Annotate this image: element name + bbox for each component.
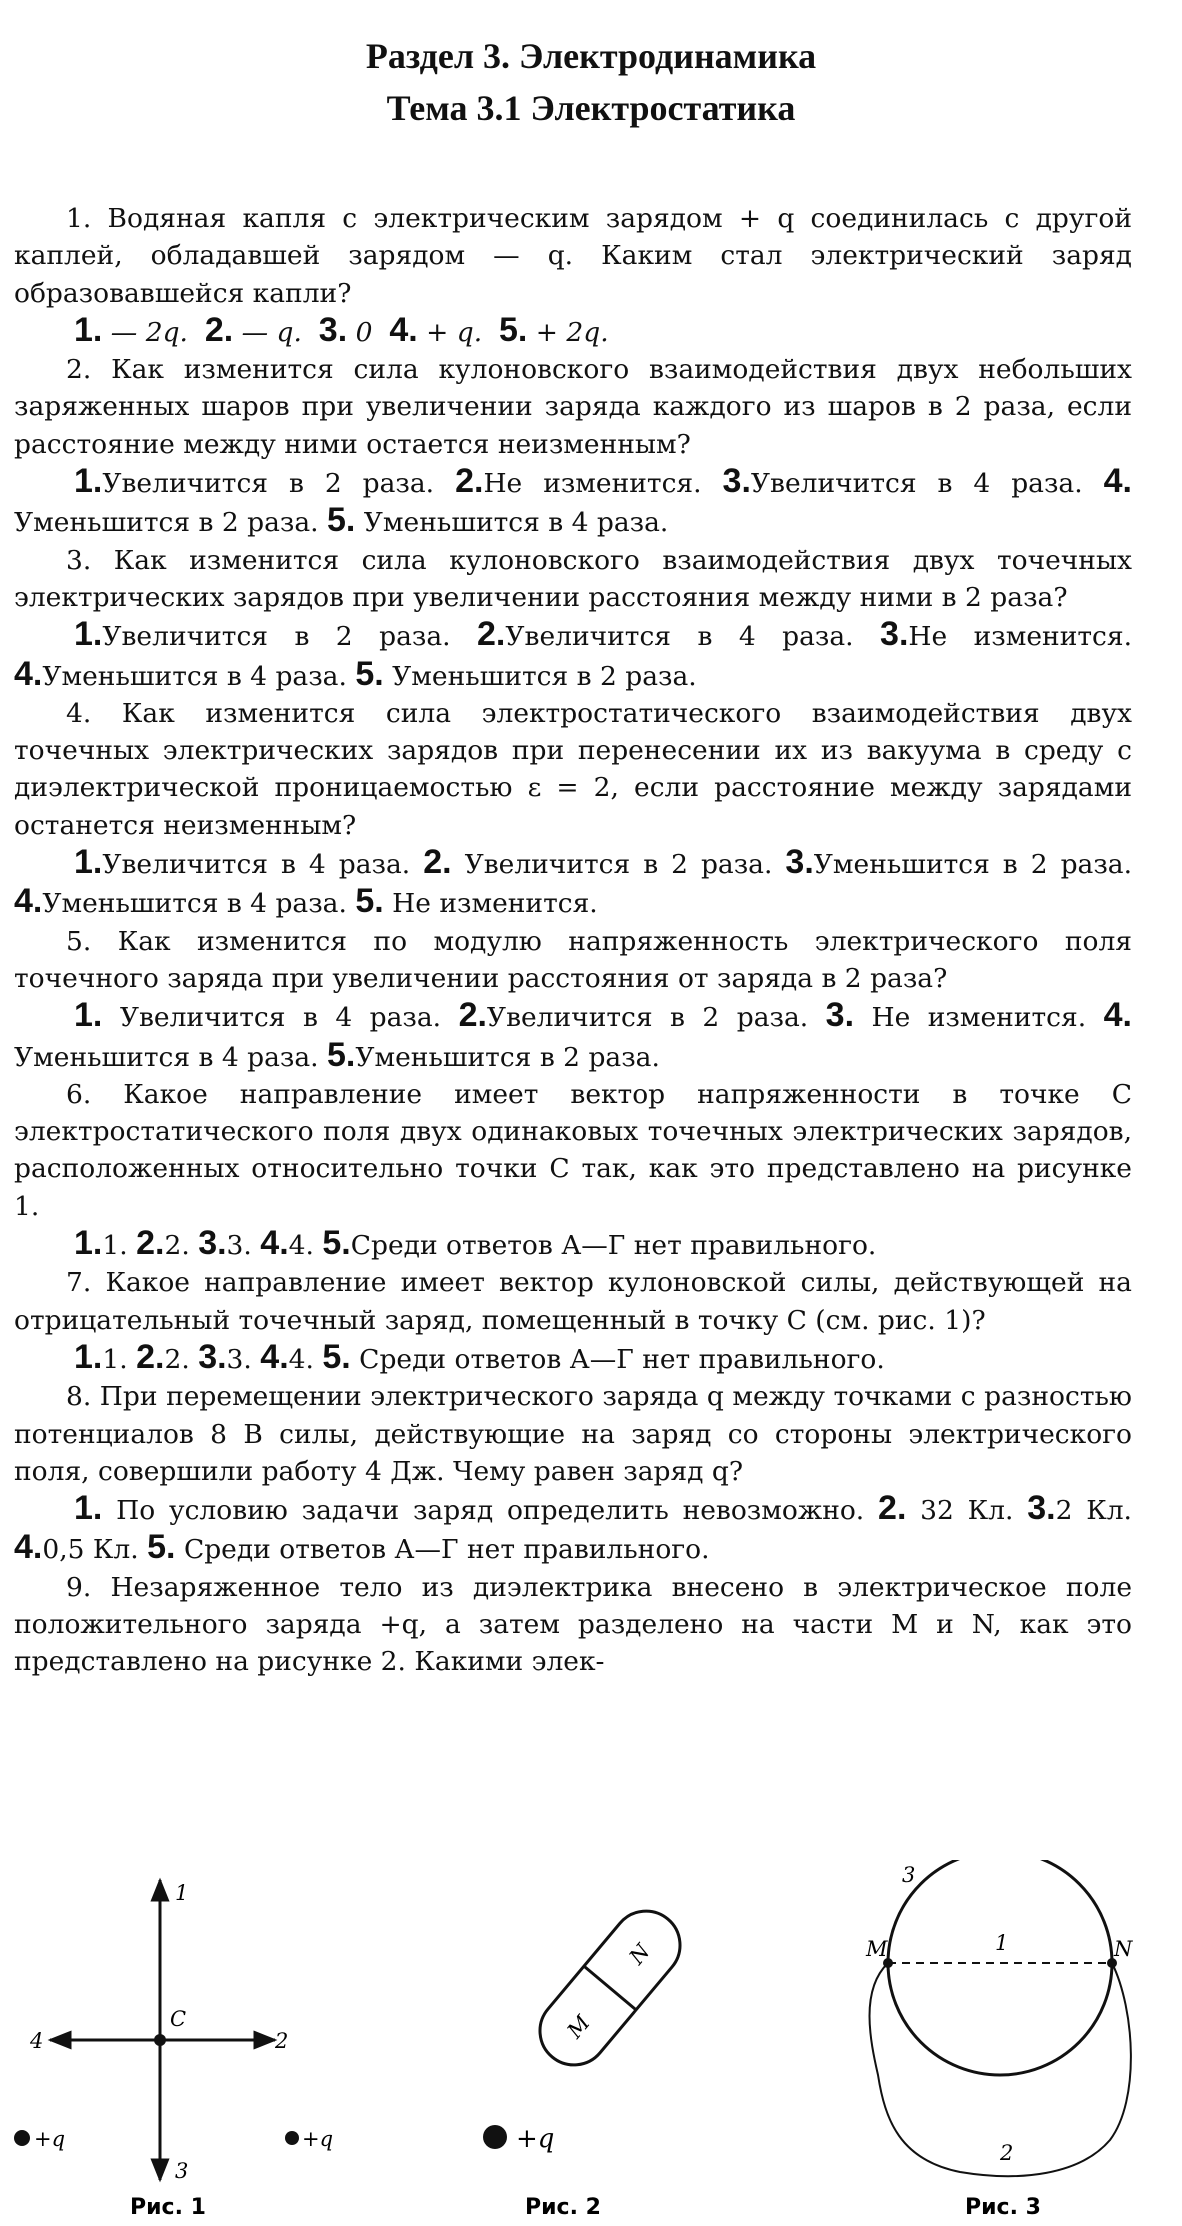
answer-text: Уменьшится в 2 раза. bbox=[14, 507, 319, 539]
answer-number: 5. bbox=[355, 882, 384, 921]
answer-number: 4. bbox=[14, 882, 43, 921]
charge-1-dot bbox=[14, 2130, 30, 2146]
charge-2-label: +q bbox=[302, 2127, 334, 2151]
figures-svg bbox=[0, 1860, 1182, 2226]
answer-text: Уменьшится в 4 раза. bbox=[42, 888, 347, 920]
answer-number: 2. bbox=[458, 996, 487, 1035]
question-1: 1. Водяная капля с электрическим зарядом + q соединилась с другой каплей, обладавшей зарядом — q. Каким стал электрический заряд образовавшейся капли? bbox=[14, 203, 1132, 309]
question-8: 8. При перемещении электрического заряда q между точками с разностью потенциалов 8 В силы, действующие на заряд со стороны электрического поля, совершили работу 4 Дж. Чему равен заряд q? bbox=[14, 1381, 1132, 1487]
figure-1 bbox=[14, 1880, 333, 2220]
answer-text: Не изменится. bbox=[483, 468, 702, 500]
vector-3-label: 3 bbox=[175, 2159, 189, 2183]
answer-number: 1. bbox=[74, 996, 103, 1035]
answer-text: Увеличится в 4 раза. bbox=[505, 621, 854, 653]
answer-number: 3. bbox=[785, 843, 814, 882]
answer-number: 4. bbox=[260, 1337, 289, 1376]
answer-text: 2. bbox=[164, 1343, 190, 1375]
answers-3 bbox=[14, 616, 1132, 695]
answer-number: 3. bbox=[1027, 1489, 1056, 1528]
answer-number: 2. bbox=[878, 1489, 907, 1528]
answer-text: 2 Кл. bbox=[1055, 1495, 1132, 1527]
answer-text: 0,5 Кл. bbox=[42, 1534, 139, 1566]
split-line bbox=[584, 1966, 636, 2010]
answer-number: 3. bbox=[825, 996, 855, 1035]
circle bbox=[888, 1860, 1112, 2075]
answer-number: 4. bbox=[1103, 462, 1132, 501]
question-7: 7. Какое направление имеет вектор кулоновской силы, действующей на отрицательный точечный заряд, помещенный в точку С (см. рис. 1)? bbox=[14, 1267, 1132, 1336]
questions bbox=[14, 200, 1132, 1681]
answers-8 bbox=[14, 1490, 1132, 1569]
vector-1-label: 1 bbox=[175, 1881, 189, 1905]
question-3: 3. Как изменится сила кулоновского взаимодействия двух точечных электрических зарядов при увеличении расстояния между ними в 2 раза? bbox=[14, 544, 1132, 613]
question-4: 4. Как изменится сила электростатического взаимодействия двух точечных электрических зарядов при перенесении их из вакуума в среду с диэлектрической проницаемостью ε = 2, если расстояние между зарядами останется неизменным? bbox=[14, 697, 1132, 841]
answer-text: По условию задачи заряд определить невозможно. bbox=[116, 1495, 865, 1527]
answer-number: 1. bbox=[74, 843, 103, 882]
answer-text: Увеличится в 2 раза. bbox=[486, 1002, 809, 1034]
region-2-label: 2 bbox=[1000, 2141, 1014, 2165]
answer-text: Увеличится в 2 раза. bbox=[102, 621, 451, 653]
region-3-label: 3 bbox=[902, 1863, 916, 1887]
charge-label: +q bbox=[516, 2124, 555, 2154]
answer-text: Уменьшится в 2 раза. bbox=[813, 849, 1133, 881]
answer-text: Увеличится в 4 раза. bbox=[102, 849, 411, 881]
answer-number: 5. bbox=[326, 1035, 356, 1074]
topic-title: Тема 3.1 Электростатика bbox=[386, 88, 796, 128]
charge-2-dot bbox=[285, 2131, 299, 2145]
answer-text: Уменьшится в 2 раза. bbox=[392, 660, 697, 692]
vector-2-label: 2 bbox=[275, 2029, 289, 2053]
answer-text: 4. bbox=[288, 1343, 314, 1375]
region-1-label: 1 bbox=[995, 1931, 1009, 1955]
answer-text: Уменьшится в 4 раза. bbox=[42, 660, 347, 692]
answer-text: Уменьшится в 4 раза. bbox=[363, 507, 669, 539]
point-m-label: M bbox=[866, 1937, 888, 1961]
answer-number: 5. bbox=[147, 1528, 176, 1567]
answer-text: 1. bbox=[102, 1343, 128, 1375]
answer-text: Уменьшится в 2 раза. bbox=[355, 1041, 660, 1073]
answer-number: 4. bbox=[260, 1224, 289, 1263]
vector-4-label: 4 bbox=[30, 2029, 44, 2053]
header bbox=[0, 30, 1182, 134]
answer-text: Увеличится в 4 раза. bbox=[119, 1002, 442, 1034]
answer-text: Среди ответов А—Г нет правильного. bbox=[359, 1343, 885, 1375]
figure-3-caption: Рис. 3 bbox=[965, 2195, 1041, 2220]
answer-text: Среди ответов А—Г нет правильного. bbox=[183, 1534, 710, 1566]
answer-number: 4. bbox=[1103, 996, 1132, 1035]
answers-4 bbox=[14, 844, 1132, 923]
answer-number: 2. bbox=[455, 462, 484, 501]
question-5: 5. Как изменится по модулю напряженность электрического поля точечного заряда при увеличении расстояния от заряда в 2 раза? bbox=[14, 925, 1132, 994]
answer-number: 3. bbox=[198, 1337, 227, 1376]
answer-text: Не изменится. bbox=[871, 1002, 1087, 1034]
answer-number: 1. bbox=[74, 615, 103, 654]
answers-6 bbox=[14, 1225, 1132, 1264]
figures bbox=[0, 1860, 1182, 2226]
figure-1-caption: Рис. 1 bbox=[130, 2195, 206, 2220]
answer-number: 1. bbox=[74, 1224, 103, 1263]
answer-number: 1. bbox=[74, 462, 103, 501]
answer-number: 3. bbox=[880, 615, 909, 654]
answer-number: 1. bbox=[74, 310, 103, 349]
answer-text: Увеличится в 2 раза. bbox=[464, 849, 773, 881]
charge-dot bbox=[483, 2125, 507, 2149]
answer-number: 5. bbox=[499, 310, 528, 349]
answers-2 bbox=[14, 463, 1132, 542]
figure-2 bbox=[483, 1897, 694, 2220]
answers-7 bbox=[14, 1339, 1132, 1378]
figure-2-caption: Рис. 2 bbox=[525, 2195, 601, 2220]
answer-number: 2. bbox=[477, 615, 506, 654]
answer-number: 3. bbox=[722, 462, 751, 501]
section-title: Раздел 3. Электродинамика bbox=[365, 36, 817, 76]
answer-text: 1. bbox=[102, 1230, 128, 1262]
answer-text: 3. bbox=[226, 1343, 252, 1375]
question-6: 6. Какое направление имеет вектор напряженности в точке С электростатического поля двух одинаковых точечных электрических зарядов, расположенных относительно точки С так, как это представлено на рисунке 1. bbox=[14, 1078, 1132, 1222]
answer-number: 5. bbox=[326, 501, 356, 540]
answer-text: Увеличится в 4 раза. bbox=[750, 468, 1083, 500]
answer-number: 4. bbox=[389, 310, 418, 349]
question-9: 9. Незаряженное тело из диэлектрика внесено в электрическое поле положительного заряда +q, а затем разделено на части M и N, как это представлено на рисунке 2. Какими элек- bbox=[14, 1571, 1132, 1678]
answer-text: 32 Кл. bbox=[920, 1495, 1014, 1527]
answer-text: Уменьшится в 4 раза. bbox=[14, 1041, 319, 1073]
answer-number: 5. bbox=[322, 1224, 351, 1263]
answer-text: 2. bbox=[164, 1230, 190, 1262]
answers-1 bbox=[14, 312, 1132, 351]
answer-text: — q. bbox=[241, 316, 302, 348]
charge-1-label: +q bbox=[34, 2127, 66, 2151]
answer-number: 3. bbox=[198, 1224, 227, 1263]
answer-number: 5. bbox=[322, 1337, 351, 1376]
answer-text: 3. bbox=[226, 1230, 252, 1262]
part-m-label: M bbox=[562, 2010, 595, 2043]
point-c-label: С bbox=[170, 2007, 187, 2031]
answer-text: — 2q. bbox=[110, 316, 188, 348]
figure-3 bbox=[865, 1860, 1133, 2220]
answer-text: Не изменится. bbox=[908, 621, 1133, 653]
answer-number: 1. bbox=[74, 1489, 103, 1528]
answer-text: Увеличится в 2 раза. bbox=[102, 468, 435, 500]
point-c bbox=[154, 2034, 166, 2046]
answer-number: 2. bbox=[204, 310, 234, 349]
question-2: 2. Как изменится сила кулоновского взаимодействия двух небольших заряженных шаров при увеличении заряда каждого из шаров в 2 раза, если расстояние между ними остается неизменным? bbox=[14, 354, 1132, 460]
answer-text: 4. bbox=[288, 1230, 314, 1262]
answer-number: 1. bbox=[74, 1337, 103, 1376]
answer-number: 3. bbox=[318, 310, 348, 349]
answer-text: + 2q. bbox=[535, 316, 609, 348]
answer-number: 4. bbox=[14, 1528, 43, 1567]
answer-text: + q. bbox=[426, 316, 483, 348]
answer-number: 2. bbox=[136, 1337, 165, 1376]
answer-text: Среди ответов А—Г нет правильного. bbox=[350, 1230, 877, 1262]
answer-text: 0 bbox=[355, 316, 373, 348]
answer-number: 4. bbox=[14, 654, 43, 693]
part-n-label: N bbox=[624, 1939, 655, 1969]
answer-number: 2. bbox=[136, 1224, 165, 1263]
answer-number: 2. bbox=[423, 843, 452, 882]
point-n-label: N bbox=[1114, 1937, 1133, 1961]
answer-text: Не изменится. bbox=[392, 888, 598, 920]
answer-number: 5. bbox=[355, 654, 384, 693]
answers-5 bbox=[14, 997, 1132, 1076]
